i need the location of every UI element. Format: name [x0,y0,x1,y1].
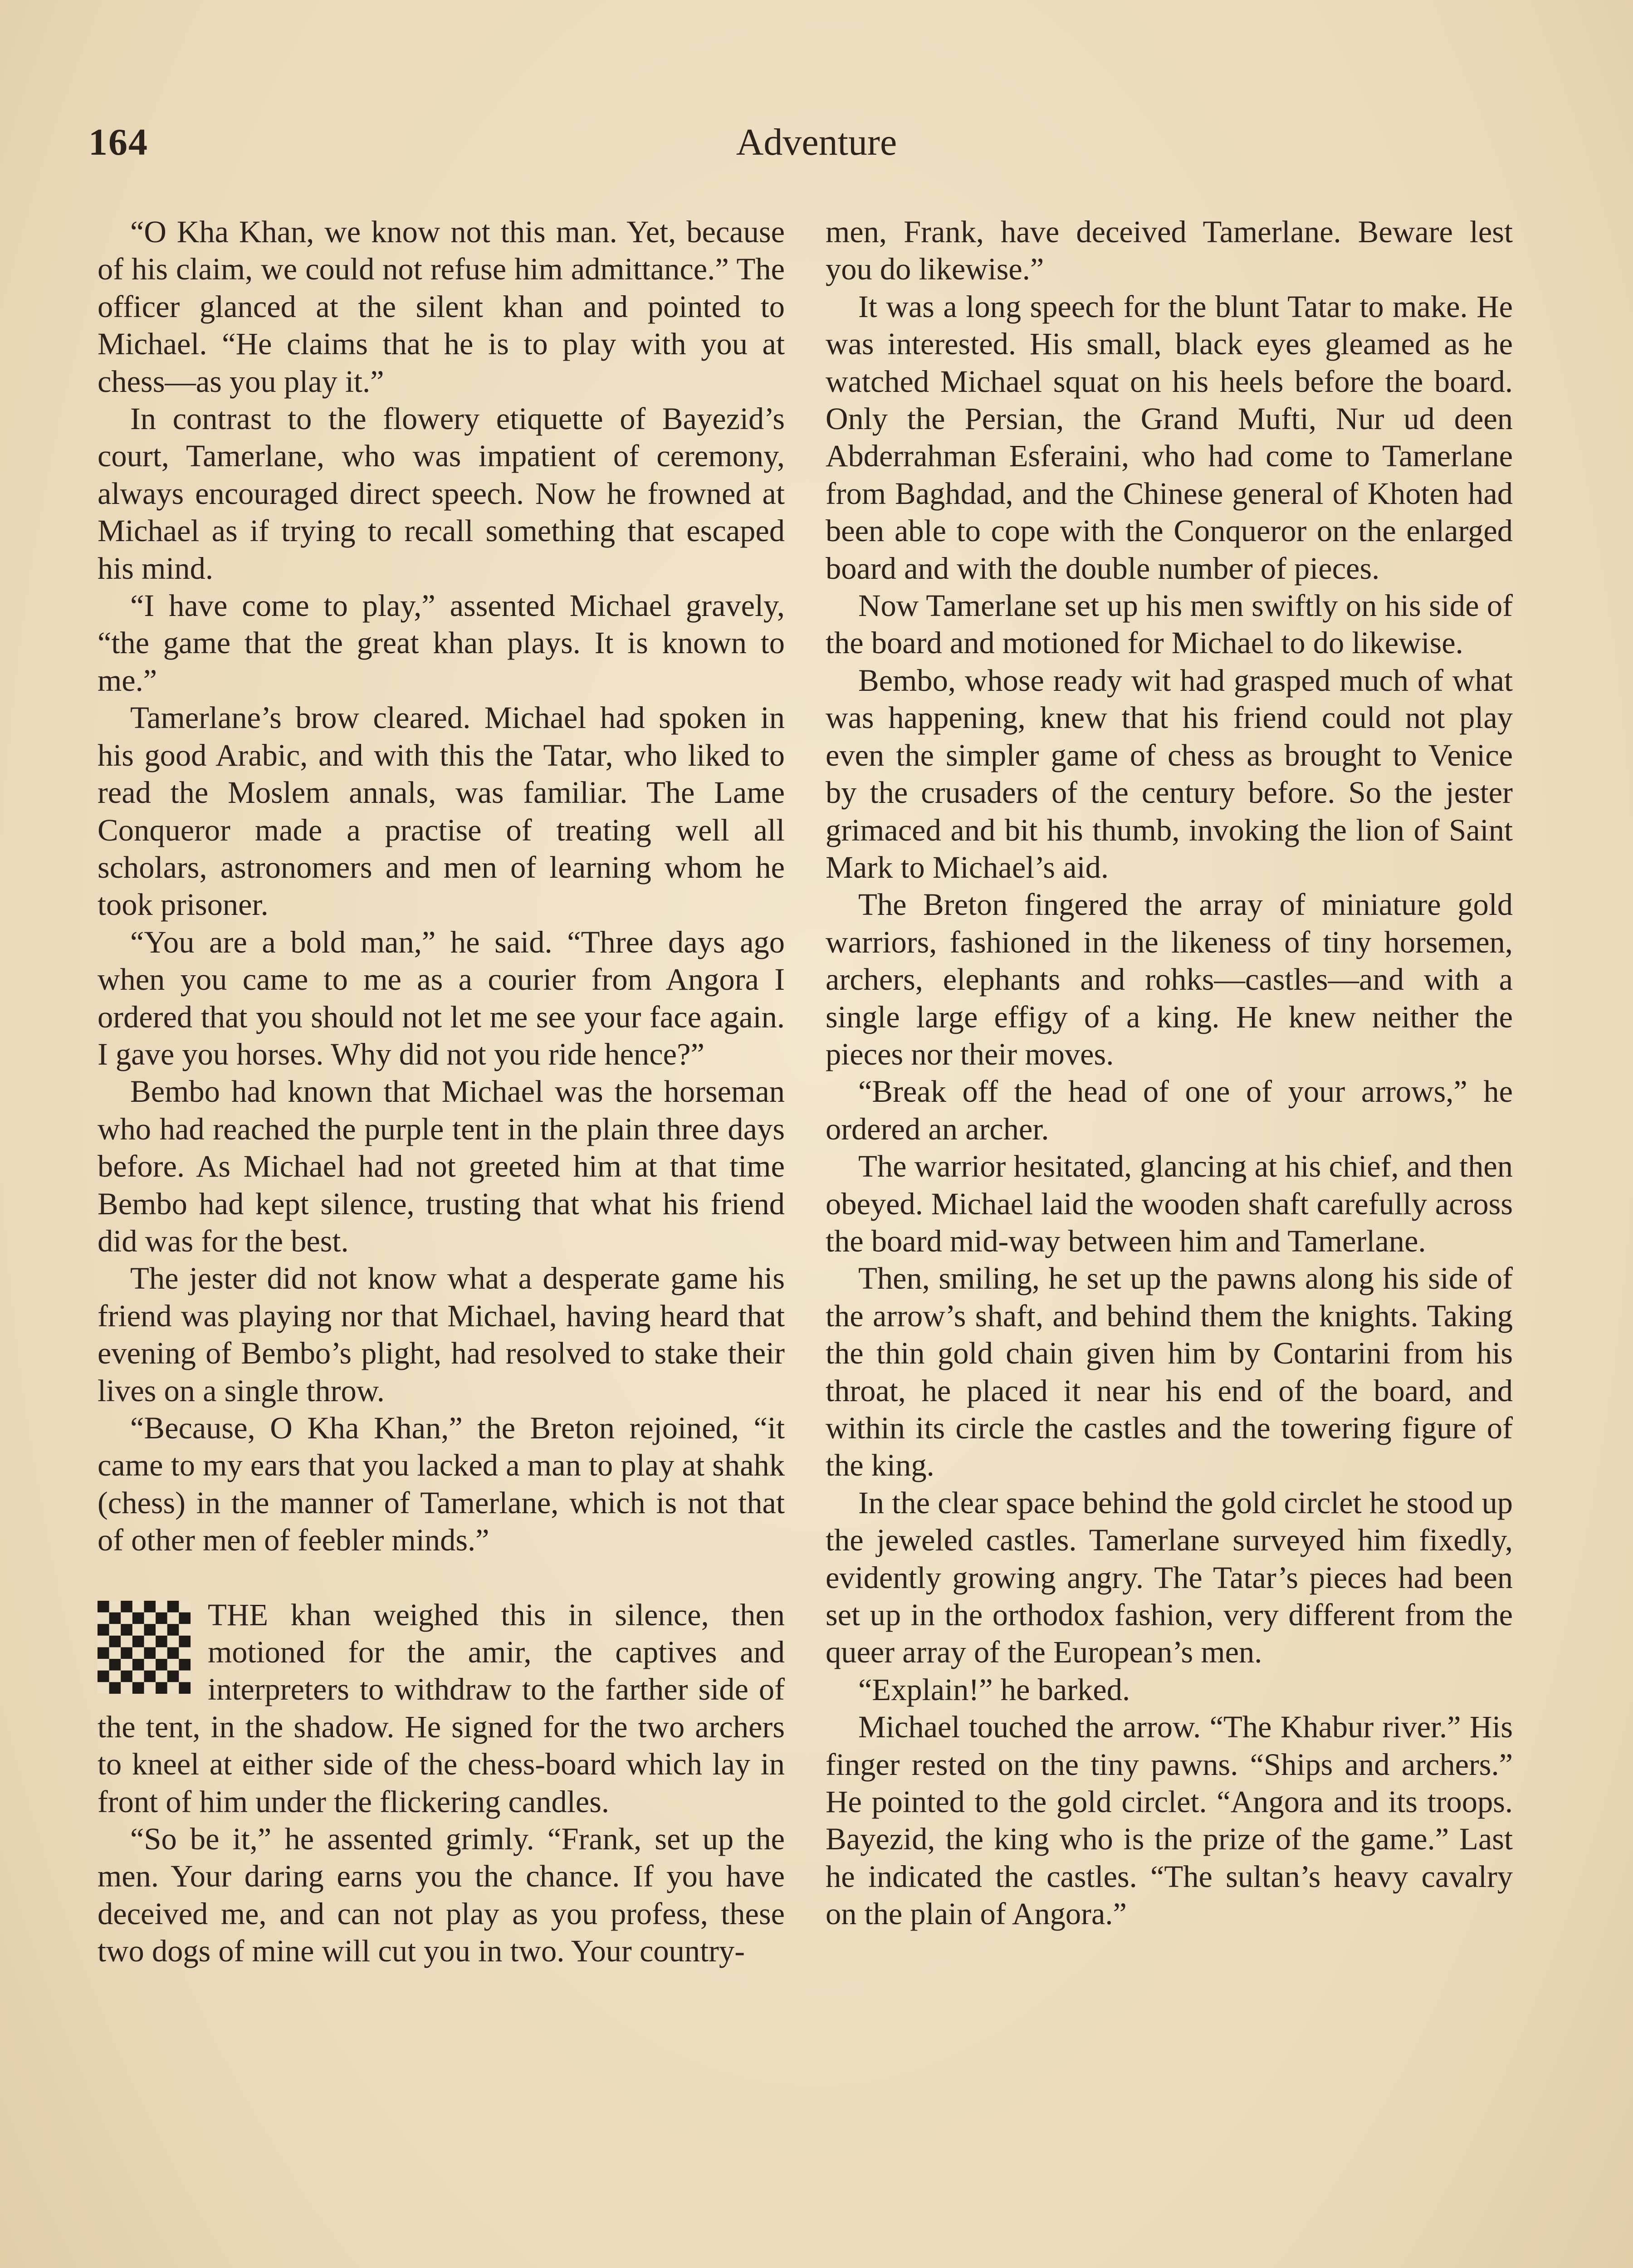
chessboard-square [179,1647,191,1659]
chessboard-square [109,1682,121,1694]
paragraph: “You are a bold man,” he said. “Three days ago when you came to me as a courier from Angora I ordered that you should not let me see your face again. I gave you horses. Why did not you ride hence?” [98,924,785,1071]
chessboard-square [167,1612,179,1624]
chessboard-square [121,1612,132,1624]
chessboard-square [121,1636,132,1647]
chessboard-square [98,1624,109,1636]
chessboard-square [179,1601,191,1613]
paragraph: It was a long speech for the blunt Tatar to make. He was interested. His small, black eyes gleamed as he watched Michael squat on his heels before the board. Only the Persian, the Grand Mufti, Nur ud deen Abderrahman Esferaini, who had come to Tamerlane from Baghdad, and the Chinese general of Khoten had been able to cope with the Conqueror on the enlarged board and with the double number of pieces. [826,289,1513,586]
chessboard-square [179,1636,191,1647]
chessboard-square [179,1682,191,1694]
chessboard-square [144,1682,156,1694]
chessboard-square [132,1612,144,1624]
chessboard-square [121,1601,132,1613]
paragraph: Bembo, whose ready wit had grasped much of what was happening, knew that his friend could not play even the simpler game of chess as brought to Venice by the crusaders of the century before. So the jester grimaced and bit his thumb, invoking the lion of Saint Mark to Michael’s aid. [826,663,1513,885]
chessboard-square [121,1624,132,1636]
page-header [88,120,1545,175]
chessboard-square [167,1624,179,1636]
chessboard-square [98,1601,109,1613]
paragraph: Bembo had known that Michael was the horseman who had reached the purple tent in the plain three days before. As Michael had not greeted him at that time Bembo had kept silence, trusting that what his friend did was for the best. [98,1074,785,1258]
chessboard-square [98,1670,109,1682]
section-paragraph: THE khan weighed this in silence, then motioned for the amir, the captives and interpreters to withdraw to the farther side of the tent, in the shadow. He signed for the two archers to kneel at either side of the chess-board which lay in front of him under the flickering candles. [98,1597,785,1819]
chessboard-square [156,1659,167,1671]
chessboard-square [167,1601,179,1613]
paragraph: Then, smiling, he set up the pawns along his side of the arrow’s shaft, and behind them the knights. Taking the thin gold chain given him by Contarini from his throat, he placed it near his end of the board, and within its circle the castles and the towering figure of the king. [826,1261,1513,1483]
chessboard-square [98,1612,109,1624]
chessboard-square [156,1601,167,1613]
continued-paragraph: men, Frank, have deceived Tamerlane. Beware lest you do likewise.” [826,215,1513,287]
chessboard-square [109,1612,121,1624]
chessboard-square [144,1601,156,1613]
paragraph: “O Kha Khan, we know not this man. Yet, because of his claim, we could not refuse him admittance.” The officer glanced at the silent khan and pointed to Michael. “He claims that he is to play with you at chess—as you play it.” [98,215,785,399]
chessboard-square [167,1659,179,1671]
chessboard-icon [98,1601,191,1694]
chessboard-square [109,1670,121,1682]
chessboard-square [121,1682,132,1694]
chessboard-square [98,1647,109,1659]
chessboard-square [167,1682,179,1694]
left-column [98,213,785,1970]
chessboard-square [121,1659,132,1671]
chessboard-square [132,1624,144,1636]
chessboard-square [156,1670,167,1682]
chessboard-square [132,1670,144,1682]
paragraph: Michael touched the arrow. “The Khabur river.” His finger rested on the tiny pawns. “Ships and archers.” He pointed to the gold circlet. “Angora and its troops. Bayezid, the king who is the prize of the game.” Last he indicated the castles. “The sultan’s heavy cavalry on the plain of Angora.” [826,1710,1513,1931]
chessboard-square [167,1670,179,1682]
chessboard-square [121,1670,132,1682]
chessboard-square [144,1647,156,1659]
paragraph: “I have come to play,” assented Michael gravely, “the game that the great khan plays. It is known to me.” [98,588,785,698]
chessboard-square [109,1624,121,1636]
paragraph: In the clear space behind the gold circlet he stood up the jeweled castles. Tamerlane surveyed him fixedly, evidently growing angry. The Tatar’s pieces had been set up in the orthodox fashion, very different from the queer array of the European’s men. [826,1485,1513,1670]
paragraph: Tamerlane’s brow cleared. Michael had spoken in his good Arabic, and with this the Tatar, who liked to read the Moslem annals, was familiar. The Lame Conqueror made a practise of treating well all scholars, astronomers and men of learning whom he took prisoner. [98,700,785,922]
chessboard-square [179,1624,191,1636]
chessboard-square [98,1636,109,1647]
chessboard-square [167,1636,179,1647]
paragraph: “Break off the head of one of your arrows,” he ordered an archer. [826,1074,1513,1146]
chessboard-square [109,1659,121,1671]
chessboard-square [98,1659,109,1671]
chessboard-square [132,1682,144,1694]
running-title: Adventure [736,121,897,163]
chessboard-square [144,1659,156,1671]
chessboard-square [179,1659,191,1671]
chessboard-square [156,1682,167,1694]
section-start [98,1596,785,1820]
chessboard-square [144,1612,156,1624]
paragraph: In contrast to the flowery etiquette of Bayezid’s court, Tamerlane, who was impatient of ceremony, always encouraged direct speech. Now he frowned at Michael as if trying to recall something that escaped his mind. [98,401,785,586]
paragraph: “Explain!” he barked. [858,1672,1130,1707]
right-column [826,213,1513,1933]
paragraph: The Breton fingered the array of miniature gold warriors, fashioned in the likeness of tiny horsemen, archers, elephants and rohks—castles—and with a single large effigy of a king. He knew neither the pieces nor their moves. [826,887,1513,1071]
paragraph: Now Tamerlane set up his men swiftly on his side of the board and motioned for Michael to do likewise. [826,588,1513,660]
chessboard-square [132,1636,144,1647]
chessboard-square [144,1636,156,1647]
paragraph: “So be it,” he assented grimly. “Frank, set up the men. Your daring earns you the chance. If you have deceived me, and can not play as you profess, these two dogs of mine will cut you in two. Your country- [98,1822,785,1969]
chessboard-square [144,1670,156,1682]
chessboard-square [156,1647,167,1659]
page-number: 164 [88,121,148,163]
paragraph: The warrior hesitated, glancing at his chief, and then obeyed. Michael laid the wooden shaft carefully across the board mid-way between him and Tamerlane. [826,1149,1513,1258]
chessboard-square [156,1636,167,1647]
chessboard-square [167,1647,179,1659]
chessboard-square [179,1670,191,1682]
chessboard-square [109,1601,121,1613]
chessboard-square [132,1601,144,1613]
chessboard-square [109,1636,121,1647]
chessboard-square [132,1659,144,1671]
chessboard-square [132,1647,144,1659]
chessboard-square [121,1647,132,1659]
chessboard-square [156,1612,167,1624]
chessboard-square [109,1647,121,1659]
chessboard-square [156,1624,167,1636]
chessboard-square [98,1682,109,1694]
chessboard-square [144,1624,156,1636]
paragraph: The jester did not know what a desperate game his friend was playing nor that Michael, having heard that evening of Bembo’s plight, had resolved to stake their lives on a single throw. [98,1261,785,1408]
paragraph: “Because, O Kha Khan,” the Breton rejoined, “it came to my ears that you lacked a man to play at shahk (chess) in the manner of Tamerlane, which is not that of other men of feebler minds.” [98,1411,785,1558]
chessboard-square [179,1612,191,1624]
